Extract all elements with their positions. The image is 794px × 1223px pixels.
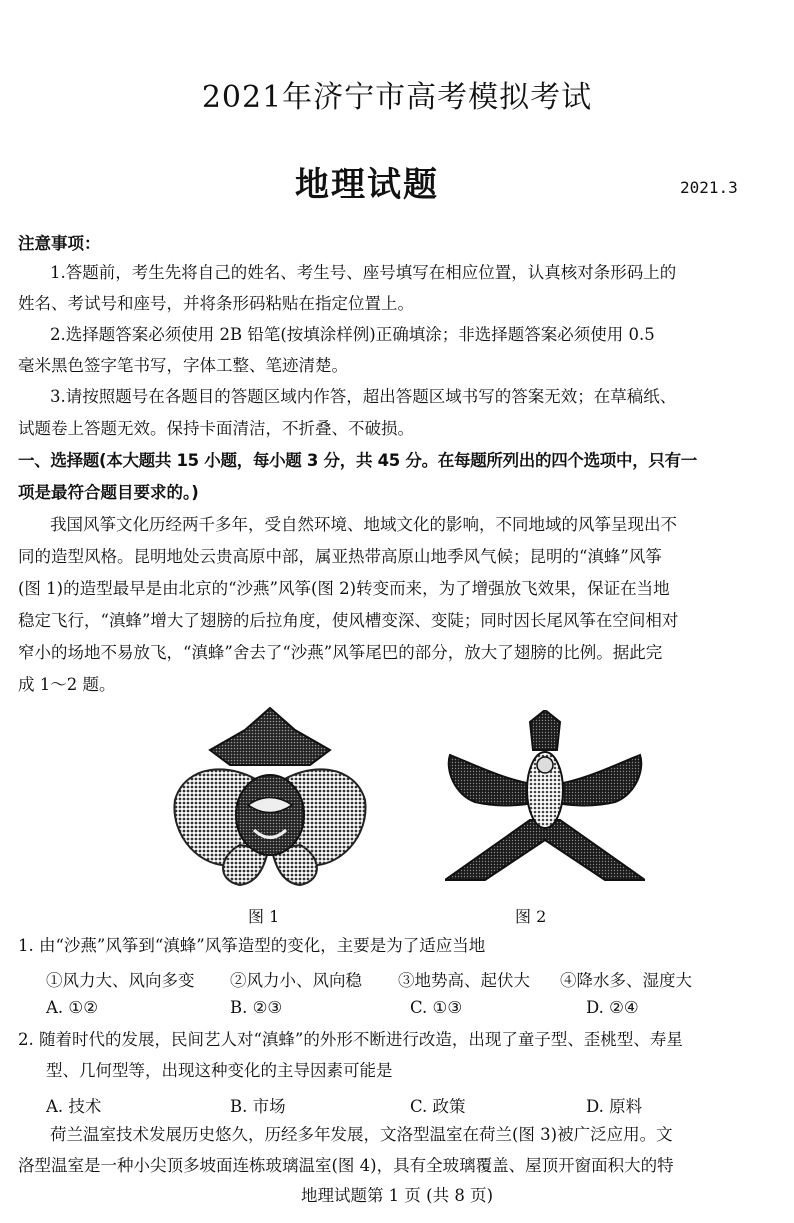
question-1-option-d: D. ②④ [586,998,639,1017]
question-1-item: ①风力大、风向多变 [46,971,195,990]
notice-line: 试题卷上答题无效。保持卡面清洁，不折叠、不破损。 [18,419,414,438]
figure-1-kite-image [170,705,370,890]
passage-line: 我国风筝文化历经两千多年，受自然环境、地域文化的影响，不同地域的风筝呈现出不 [50,515,677,534]
exam-title: 2021年济宁市高考模拟考试 [201,80,593,115]
exam-date: 2021.3 [680,178,738,197]
figure-2-caption: 图 2 [515,907,547,926]
question-1-item: ②风力小、风向稳 [230,971,362,990]
question-2-option-b: B. 市场 [230,1097,286,1116]
passage-line: 同的造型风格。昆明地处云贵高原中部，属亚热带高原山地季风气候；昆明的“滇蜂”风筝 [18,547,662,566]
figure-1-caption: 图 1 [248,907,280,926]
notice-line: 毫米黑色签字笔书写，字体工整、笔迹清楚。 [18,356,348,375]
subject-title: 地理试题 [295,165,439,205]
notice-heading: 注意事项： [18,234,101,253]
question-1-option-c: C. ①③ [410,998,463,1017]
passage-line: 荷兰温室技术发展历史悠久，历经多年发展，文洛型温室在荷兰(图 3)被广泛应用。文 [50,1125,673,1144]
question-2-stem-cont: 型、几何型等，出现这种变化的主导因素可能是 [46,1061,393,1080]
passage-line: 成 1～2 题。 [18,675,116,694]
question-2-stem: 2. 随着时代的发展，民间艺人对“滇蜂”的外形不断进行改造，出现了童子型、歪桃型、寿星 [18,1030,683,1049]
question-1-item: ③地势高、起伏大 [398,971,530,990]
figure-2-kite-image [445,710,645,885]
page-footer: 地理试题第 1 页 (共 8 页) [300,1186,494,1205]
question-2-option-d: D. 原料 [586,1097,643,1116]
section-heading-cont: 项是最符合题目要求的。) [18,483,199,502]
passage-line: 窄小的场地不易放飞，“滇蜂”舍去了“沙燕”风筝尾巴的部分，放大了翅膀的比例。据此完 [18,643,663,662]
passage-line: 稳定飞行，“滇蜂”增大了翅膀的后拉角度，使风槽变深、变陡；同时因长尾风筝在空间相对 [18,611,679,630]
notice-line: 姓名、考试号和座号，并将条形码粘贴在指定位置上。 [18,294,414,313]
notice-line: 3.请按照题号在各题目的答题区域内作答，超出答题区域书写的答案无效；在草稿纸、 [50,387,677,406]
section-heading: 一、选择题(本大题共 15 小题，每小题 3 分，共 45 分。在每题所列出的四个选项中，只有一 [18,451,698,470]
question-1-item: ④降水多、湿度大 [560,971,692,990]
question-1-option-a: A. ①② [46,998,98,1017]
question-1-stem: 1. 由“沙燕”风筝到“滇蜂”风筝造型的变化，主要是为了适应当地 [18,936,486,955]
passage-line: (图 1)的造型最早是由北京的“沙燕”风筝(图 2)转变而来，为了增强放飞效果，保证在当地 [18,579,670,598]
question-2-option-c: C. 政策 [410,1097,466,1116]
notice-line: 1.答题前，考生先将自己的姓名、考生号、座号填写在相应位置，认真核对条形码上的 [50,263,677,282]
notice-line: 2.选择题答案必须使用 2B 铅笔(按填涂样例)正确填涂；非选择题答案必须使用 0.5 [50,325,655,344]
question-2-option-a: A. 技术 [46,1097,102,1116]
passage-line: 洛型温室是一种小尖顶多坡面连栋玻璃温室(图 4)，具有全玻璃覆盖、屋顶开窗面积大的特 [18,1156,674,1175]
question-1-option-b: B. ②③ [230,998,283,1017]
